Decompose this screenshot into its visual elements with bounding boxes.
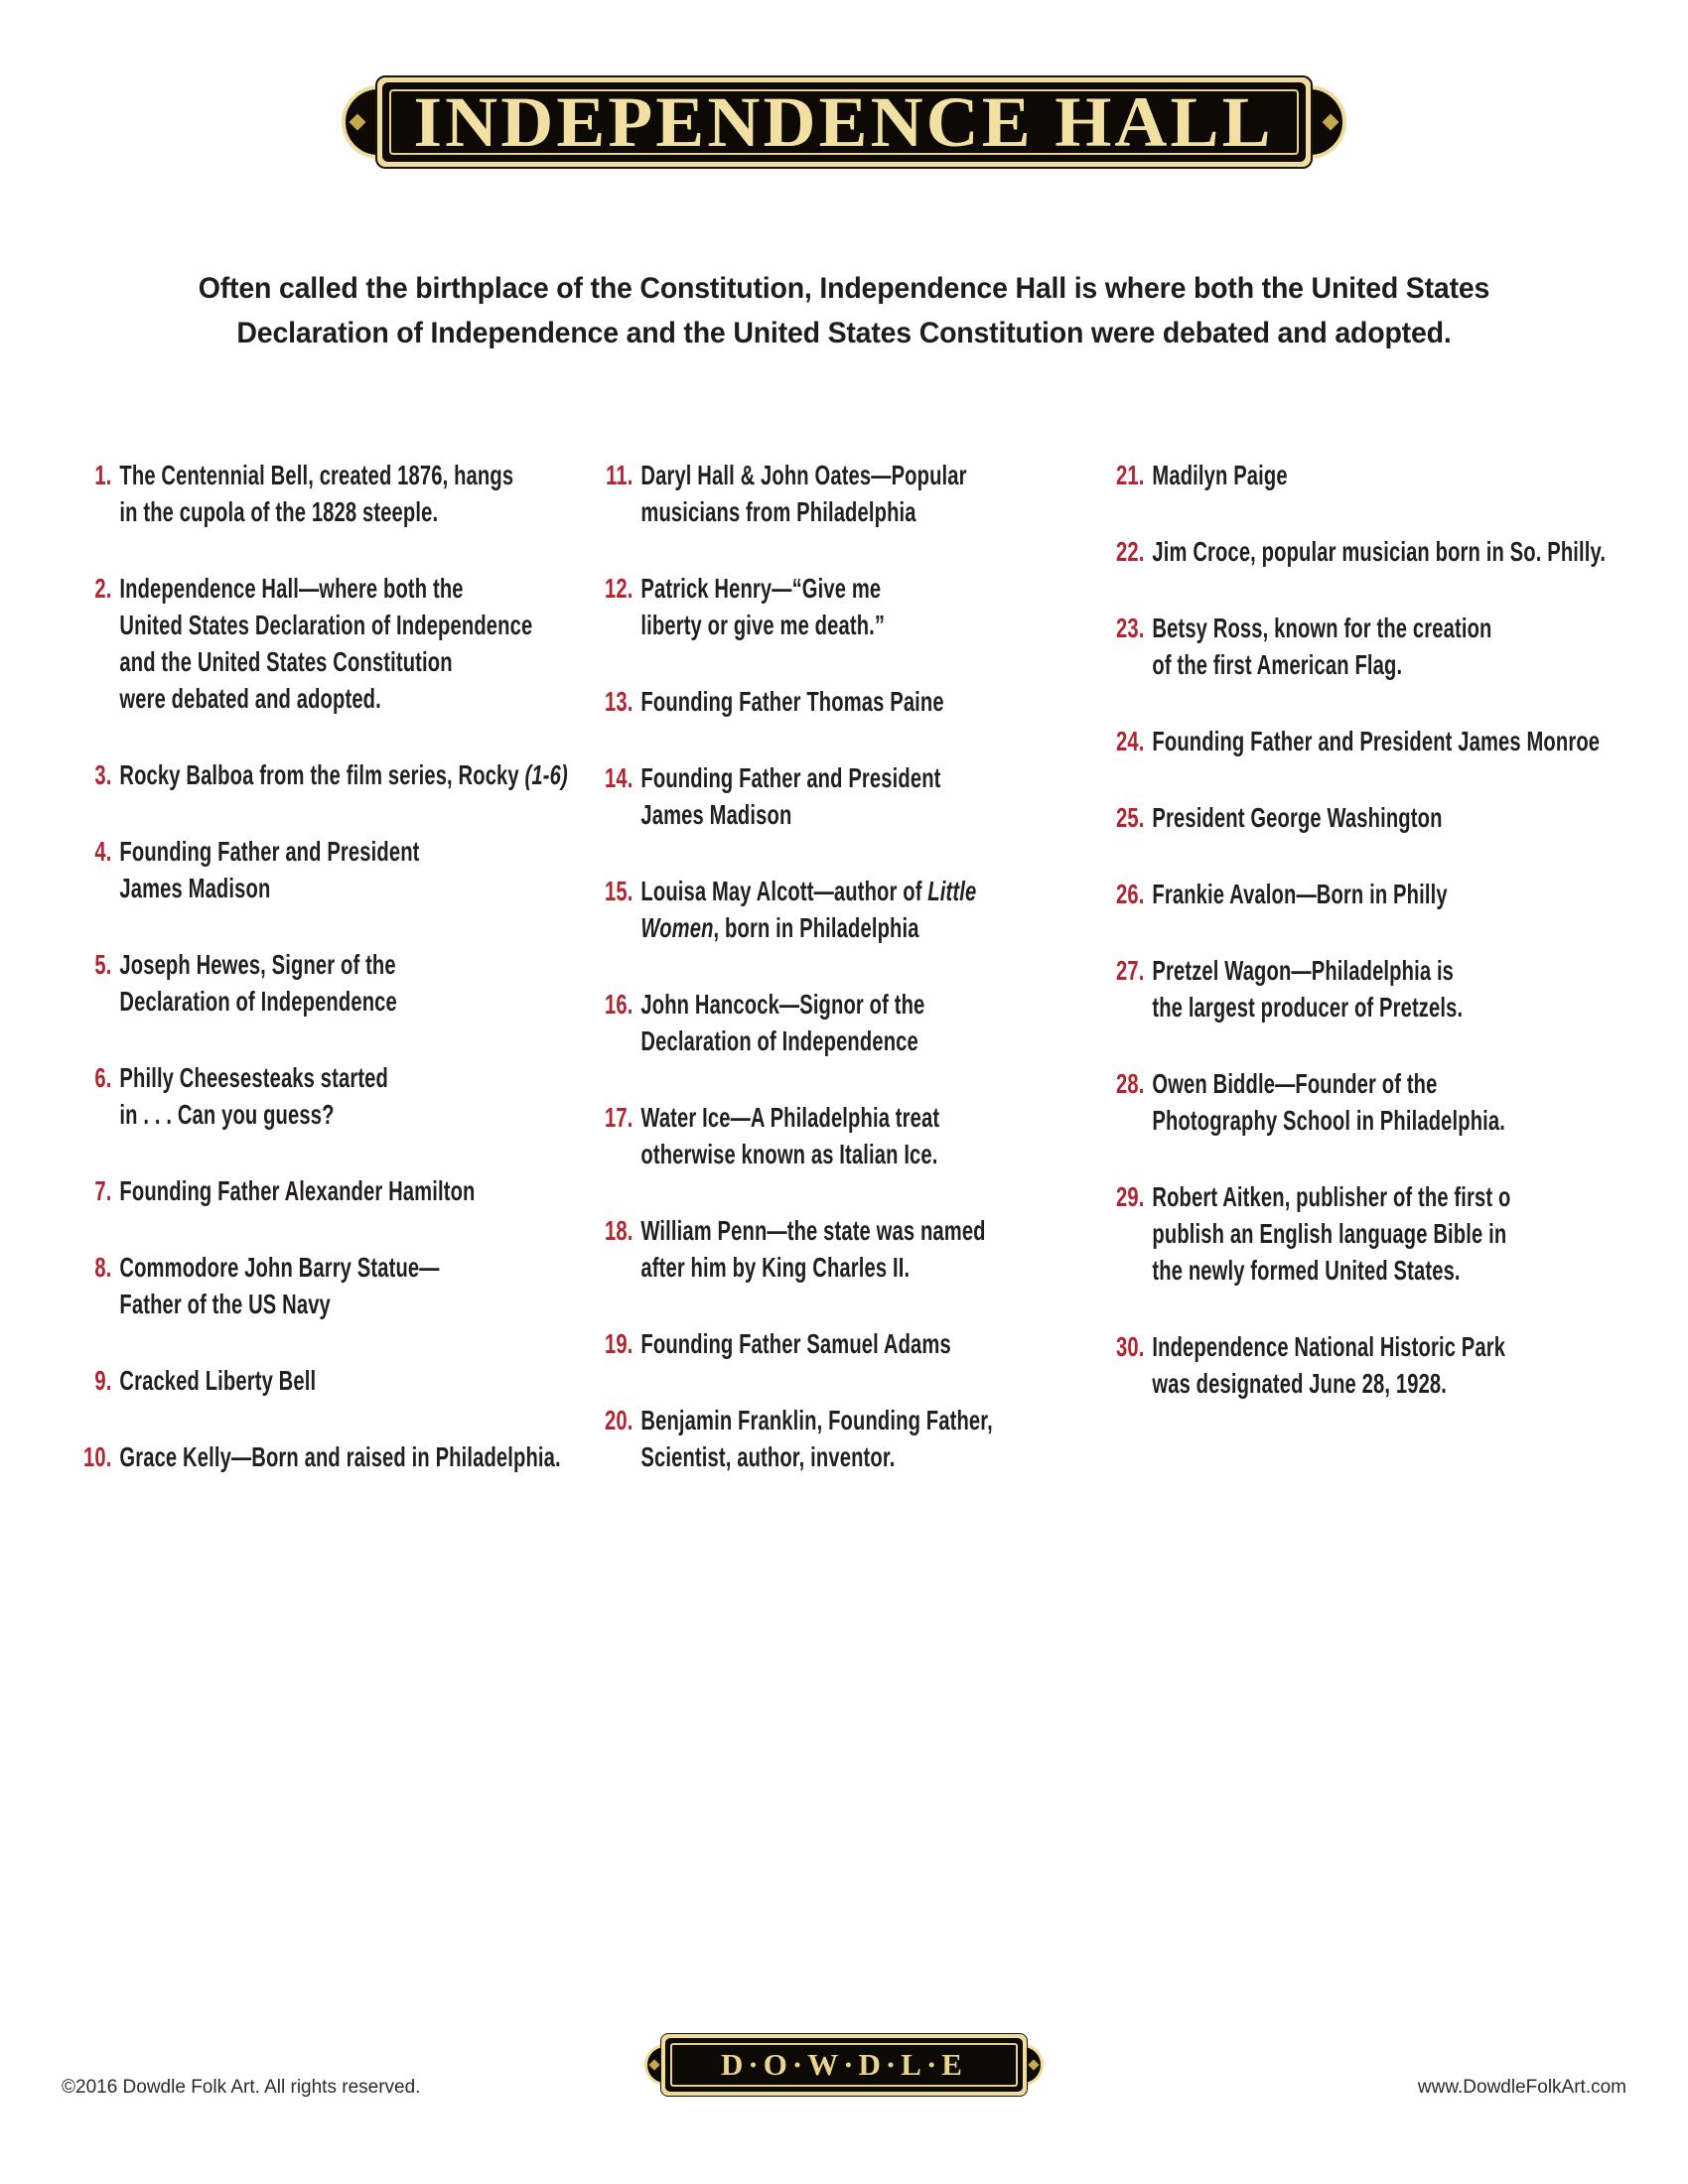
legend-item [591, 986, 1105, 1059]
legend-column-1 [70, 457, 584, 1515]
legend-column-2 [591, 457, 1105, 1515]
item-number: 6. [94, 1062, 112, 1093]
item-number: 28. [1116, 1068, 1145, 1099]
independence-hall-banner [375, 75, 1313, 169]
legend-item [70, 946, 584, 1020]
item-number: 26. [1116, 879, 1145, 909]
legend-item [1102, 457, 1617, 493]
legend-item [591, 1402, 1105, 1475]
item-number: 13. [605, 686, 633, 717]
legend-item [1102, 1065, 1617, 1139]
item-number: 27. [1116, 955, 1145, 986]
item-number: 14. [605, 762, 633, 793]
legend-item [1102, 723, 1617, 759]
item-text: Betsy Ross, known for the creation of the first American Flag. [1152, 613, 1492, 680]
legend-item [70, 457, 584, 530]
logo-plate [660, 2033, 1028, 2097]
legend-item [1102, 799, 1617, 836]
intro-line-2: Declaration of Independence and the United States Constitution were debated and adopted. [236, 317, 1452, 349]
intro-line-1: Often called the birthplace of the Constitution, Independence Hall is where both the United States [198, 272, 1490, 305]
item-text: Frankie Avalon—Born in Philly [1152, 879, 1448, 909]
legend-item [591, 1325, 1105, 1362]
logo-text: D·O·W·D·L·E [721, 2047, 967, 2082]
legend-item [70, 1362, 584, 1399]
item-text: Independence Hall—where both the United States Declaration of Independence and the United States Constitution were debated and adopted. [119, 573, 533, 714]
legend-item [591, 1099, 1105, 1172]
legend-item [1102, 610, 1617, 683]
item-number: 20. [605, 1405, 633, 1435]
banner-body [382, 82, 1306, 162]
item-text: Louisa May Alcott—author of Little Women, born in Philadelphia [640, 876, 977, 943]
item-number: 10. [83, 1441, 112, 1472]
page-title: INDEPENDENCE HALL [413, 81, 1275, 162]
item-text: Cracked Liberty Bell [119, 1365, 317, 1396]
item-text: Owen Biddle—Founder of the Photography School in Philadelphia. [1152, 1068, 1506, 1136]
item-number: 9. [94, 1365, 112, 1396]
legend-column-3 [1102, 457, 1617, 1441]
item-number: 29. [1116, 1181, 1145, 1212]
item-text: The Centennial Bell, created 1876, hangs in the cupola of the 1828 steeple. [119, 460, 514, 527]
banner-plate [375, 75, 1313, 169]
legend-item [1102, 533, 1617, 570]
item-number: 8. [94, 1252, 112, 1283]
item-number: 24. [1116, 726, 1145, 756]
item-text: Founding Father Thomas Paine [640, 686, 944, 717]
item-number: 4. [94, 836, 112, 867]
dowdle-logo [660, 2033, 1028, 2097]
website-text: www.DowdleFolkArt.com [1417, 2077, 1626, 2098]
item-number: 23. [1116, 613, 1145, 643]
legend-item [70, 833, 584, 906]
intro-paragraph [43, 266, 1646, 355]
item-number: 15. [605, 876, 633, 906]
item-number: 3. [94, 759, 112, 790]
item-number: 17. [605, 1102, 633, 1133]
item-number: 12. [605, 573, 633, 604]
legend-item [591, 457, 1105, 530]
legend-item [70, 1059, 584, 1133]
item-text: Pretzel Wagon—Philadelphia is the largest producer of Pretzels. [1152, 955, 1464, 1023]
item-text: William Penn—the state was named after him by King Charles II. [640, 1215, 986, 1283]
legend-item [70, 756, 584, 793]
item-number: 5. [94, 949, 112, 980]
legend-item [591, 683, 1105, 720]
item-number: 19. [605, 1328, 633, 1359]
item-number: 30. [1116, 1331, 1145, 1362]
item-number: 25. [1116, 802, 1145, 833]
item-text: Jim Croce, popular musician born in So. Philly. [1152, 536, 1607, 567]
legend-item [70, 570, 584, 717]
legend-item [1102, 1328, 1617, 1402]
item-number: 2. [94, 573, 112, 604]
item-text: Robert Aitken, publisher of the first o publish an English language Bible in the newly formed United States. [1152, 1181, 1511, 1286]
item-text: Daryl Hall & John Oates—Popular musicians from Philadelphia [640, 460, 967, 527]
item-text: Joseph Hewes, Signer of the Declaration of Independence [119, 949, 397, 1017]
legend-item [1102, 952, 1617, 1025]
item-text: Water Ice—A Philadelphia treat otherwise known as Italian Ice. [640, 1102, 940, 1169]
item-number: 16. [605, 989, 633, 1020]
item-number: 11. [606, 460, 633, 490]
legend-item [1102, 876, 1617, 912]
item-text: Madilyn Paige [1152, 460, 1288, 490]
item-number: 21. [1116, 460, 1145, 490]
item-text: President George Washington [1152, 802, 1443, 833]
item-number: 1. [94, 460, 112, 490]
item-text: Patrick Henry—“Give me liberty or give me death.” [640, 573, 886, 640]
legend-item [70, 1172, 584, 1209]
legend-item [70, 1438, 584, 1475]
item-text: Founding Father Alexander Hamilton [119, 1175, 476, 1206]
legend-item [591, 759, 1105, 833]
legend-item [591, 873, 1105, 946]
item-number: 7. [94, 1175, 112, 1206]
item-text: Rocky Balboa from the film series, Rocky (1-6) [119, 759, 568, 790]
legend-item [70, 1249, 584, 1322]
item-text: Benjamin Franklin, Founding Father, Scientist, author, inventor. [640, 1405, 993, 1472]
item-text: Philly Cheesesteaks started in . . . Can you guess? [119, 1062, 388, 1130]
item-text: Founding Father Samuel Adams [640, 1328, 951, 1359]
item-number: 18. [605, 1215, 633, 1246]
legend-item [591, 1212, 1105, 1286]
item-text: Grace Kelly—Born and raised in Philadelphia. [119, 1441, 561, 1472]
item-text: Commodore John Barry Statue— Father of the US Navy [119, 1252, 440, 1319]
item-text: Founding Father and President James Madison [640, 762, 941, 830]
logo-body [665, 2038, 1023, 2092]
item-text: Founding Father and President James Monroe [1152, 726, 1601, 756]
legend-item [591, 570, 1105, 643]
item-text: John Hancock—Signor of the Declaration of Independence [640, 989, 925, 1056]
copyright-text: ©2016 Dowdle Folk Art. All rights reserved. [62, 2077, 421, 2098]
item-text: Founding Father and President James Madison [119, 836, 420, 903]
item-number: 22. [1116, 536, 1145, 567]
item-text: Independence National Historic Park was designated June 28, 1928. [1152, 1331, 1506, 1399]
legend-item [1102, 1178, 1617, 1289]
